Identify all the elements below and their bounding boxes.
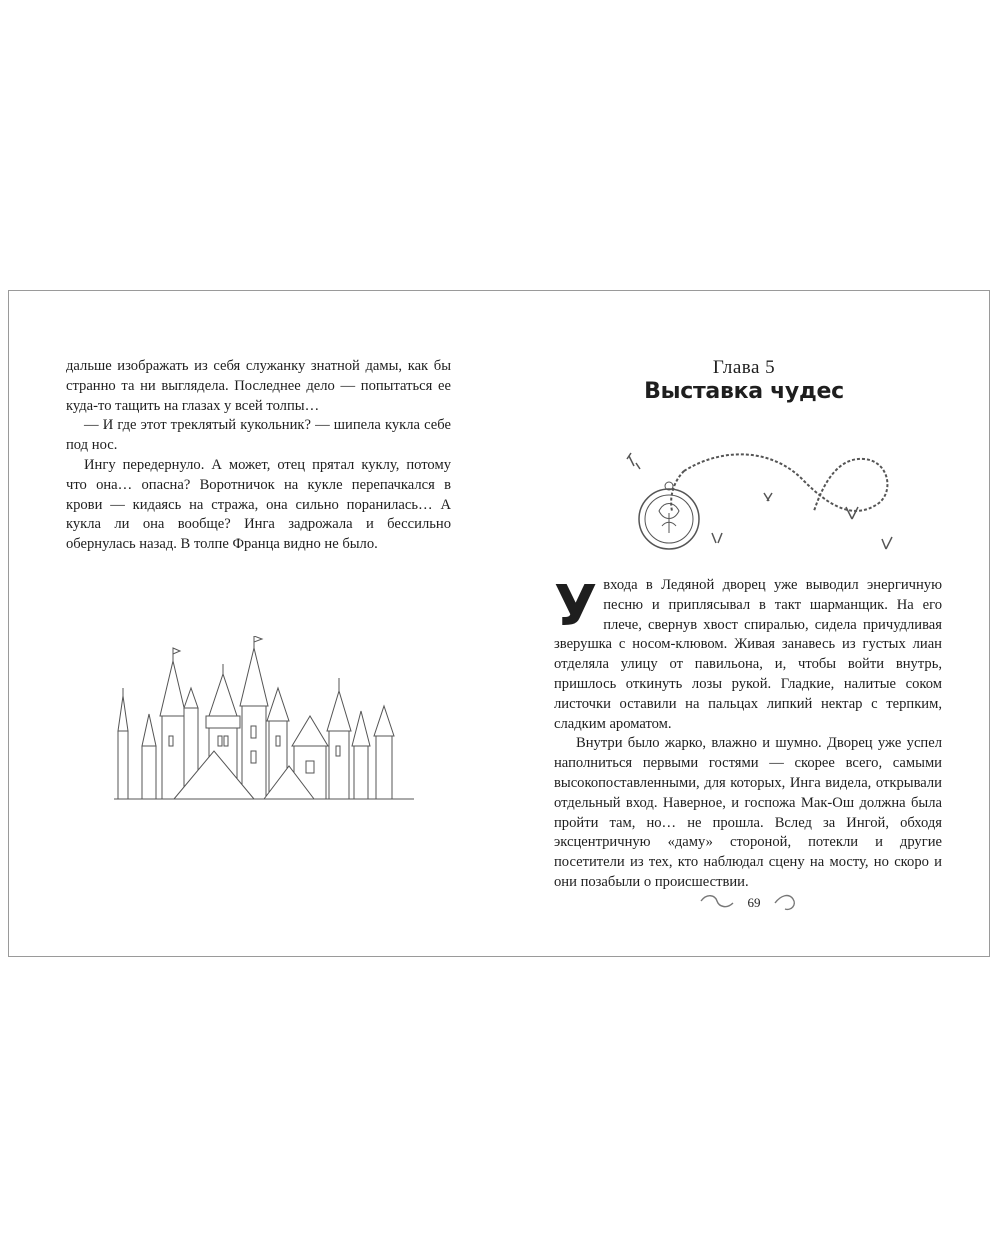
right-paragraph-1 xyxy=(554,576,942,734)
castle-illustration xyxy=(114,636,414,801)
left-paragraph-3: Ингу передернуло. А может, отец прятал куклу, потому что она… опасна? Воротничок на кукле перепачкался в крови — кидаясь на стража, она сильно поранилась… А кукла ли она вообще? Инга задрожала и бессильно обернулась назад. В толпе Франца видно не было. xyxy=(66,456,451,553)
right-paragraph-1-text: входа в Ледяной дворец уже выводил энергичную песню и приплясывал в такт шарманщик. На его плече, свернув хвост спиралью, сидела причудливая зверушка с носом-клювом. Живая занавесь из густых лиан отделяла улицу от павильона, и, чтобы войти внутрь, пришлось откинуть лозы рукой. Гладкие, налитые соком листочки оставили на пальцах липкий нектар с терпким, сладким ароматом. xyxy=(554,577,942,732)
pocket-watch-illustration xyxy=(614,441,904,556)
chapter-title: Выставка чудес xyxy=(644,379,844,404)
chapter-label: Глава 5 xyxy=(712,357,776,378)
page-folio xyxy=(699,889,809,917)
left-paragraph-1: дальше изображать из себя служанку знатной дамы, как бы странно та ни выглядела. Последнее дело — попытаться ее куда-то тащить на глазах у всей толпы… xyxy=(66,358,451,414)
right-page-text xyxy=(554,576,942,893)
right-paragraph-2: Внутри было жарко, влажно и шумно. Дворец уже успел наполниться первыми гостями — скорее всего, самыми высокопоставленными, для которых, Инга видела, открывали отдельный вход. Наверное, и госпожа Мак-Ош должна была пройти там, но… не прошла. Вслед за Ингой, обходя эксцентричную «даму» стороной, потекли и другие посетители из тех, кто наблюдал сцену на мосту, но скоро и они позабыли о происшествии. xyxy=(554,735,942,890)
left-page-text xyxy=(66,357,451,555)
left-paragraph-2: — И где этот треклятый кукольник? — шипела кукла себе под нос. xyxy=(66,417,451,454)
book-spread xyxy=(8,290,990,957)
page-number: 69 xyxy=(747,895,761,910)
drop-cap: У xyxy=(554,574,598,639)
